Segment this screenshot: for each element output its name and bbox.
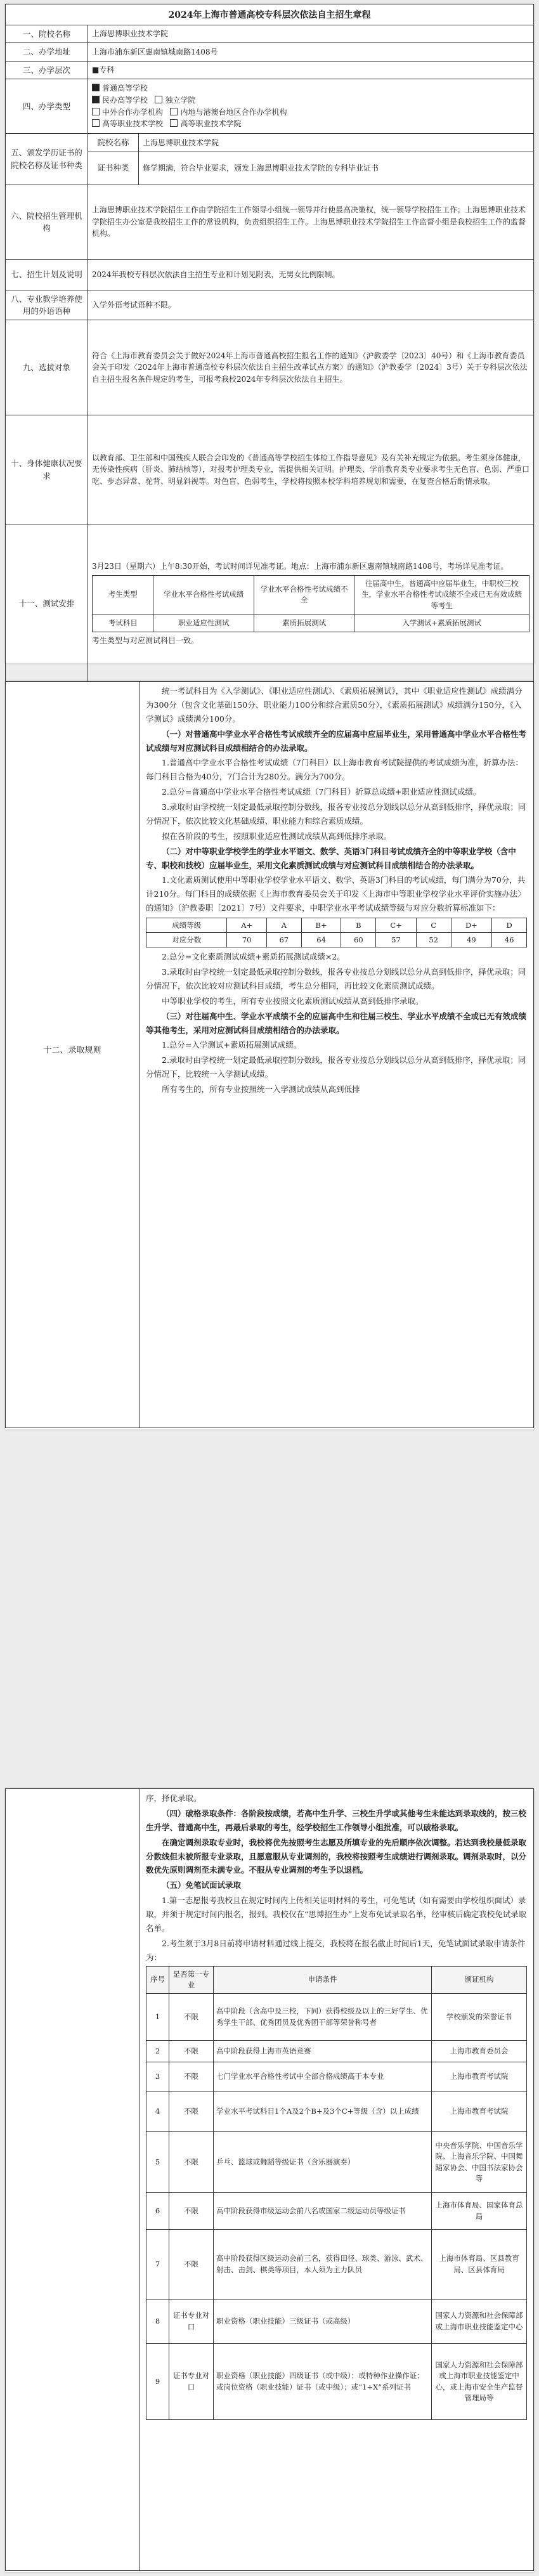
row-label: 十一、测试安排 (6, 524, 88, 683)
table-cell: 学校颁发的荣誉证书 (432, 1994, 527, 2041)
paragraph: 3.录取时由学校统一划定最低录取控制分数线，报各专业按总分划线以总分从高到低排序，择优录取；同分情况下，依次比较对应测试科目成绩，考生总分相同，再比较文化素质测试成绩。 (146, 967, 526, 991)
table-cell: 考试科目 (93, 615, 153, 632)
paragraph: 中等职业学校的考生，所有专业按照文化素质测试成绩从高到低排序录取。 (162, 996, 424, 1006)
paragraph: 在确定调剂录取专业时，我校将优先按照考生志愿及所填专业的先后顺序依次调整。若达到我校最低录取分数线但未被所报专业录取，且愿意服从专业调剂的，我校将按照考生成绩进行调剂录取。调剂录取时，以分数优先原则调剂至未满专业。不服从专业调剂的考生予以退档。 (146, 1837, 527, 1875)
table-cell: 不限 (169, 2132, 214, 2193)
paragraph: 序，择优录取。 (146, 1793, 202, 1803)
checkbox-icon (170, 108, 178, 115)
table-cell: 上海市教育考试院 (432, 2091, 527, 2132)
table-cell: A (266, 918, 301, 933)
table-cell: 中央音乐学院、中国音乐学院、上海音乐学院、中国舞蹈家协会、中国书法家协会等 (432, 2132, 527, 2193)
table-cell: 高中阶段获得市级运动会前八名或国家二级运动员等级证书 (214, 2193, 432, 2230)
paragraph: 1.第一志愿报考我校且在规定时间内上传相关证明材料的考生，可免笔试（如有需要由学校组织面试）录取，并须于规定时间内报名，报到。我校仅在“思博招生办”上发布免试录取名单，经审核后确定我校免试录取名单。 (146, 1896, 527, 1933)
table-cell: 不限 (169, 2193, 214, 2230)
table-cell: 职业资格（职业技能）四级证书（或中级）；或特种作业操作证；或岗位资格（职业技能）证书（或中级）；或“1+X”系列证书 (214, 2344, 432, 2420)
paragraph: 所有考生的，所有专业按照统一入学测试成绩从高到低排 (162, 1084, 360, 1095)
health-text: 以教育部、卫生部和中国残疾人联合会印发的《普通高等学校招生体检工作指导意见》及有关补充规定为依据。考生须身体健康，无传染性疾病（肝炎、肺结核等），对报考护理类专业，需提供相关证明。护理类、学前教育类专业要求考生无色盲、色弱、严重口吃、步态异常、驼背、明显斜视等。对色盲、色弱考生，学校将按照本校学科培养规划和需要，在复查合格后酌情录取。 (88, 415, 534, 524)
table-cell: 49 (451, 933, 492, 947)
table-cell: 对应分数 (146, 933, 227, 947)
level-value: ■专科 (88, 61, 534, 79)
test-arrangement (88, 524, 534, 683)
table-cell: 2 (146, 2041, 169, 2062)
option-label: 普通高等学校 (102, 84, 148, 93)
table-cell: 学业水平合格性考试成绩不全 (254, 575, 354, 615)
section-heading: （一）对普通高中学业水平合格性考试成绩齐全的应届高中应届毕业生，采用普通高中学业水平合格性考试成绩与对应测试科目成绩相结合的办法录取。 (146, 729, 527, 753)
document-page-2 (5, 681, 534, 1429)
table-cell: 67 (266, 933, 301, 947)
table-cell: 国家人力资源和社会保障部或上海市职业技能鉴定中心，或上海市安全生产监督管理局等 (432, 2344, 527, 2420)
checkbox-icon (92, 108, 100, 115)
section-heading: （二）对中等职业学校学生的学业水平语文、数学、英语3门科目考试成绩齐全的中等职业学校（含中专、职校和技校）应届毕业生，采用文化素质测试成绩与对应测试科目成绩相结合的办法录取。 (146, 846, 516, 870)
test-subject-table (92, 575, 529, 632)
paragraph: 2.总分=文化素质测试成绩+素质拓展测试成绩×2。 (162, 952, 345, 962)
plan-text: 2024年我校专科层次依法自主招生专业和计划见附表，无男女比例限制。 (88, 259, 534, 290)
cert-school-value: 上海思博职业技术学院 (139, 134, 534, 152)
paragraph: 1.总分=入学测试+素质拓展测试成绩。 (162, 1040, 302, 1050)
table-cell: 高中阶段获得上海市英语竞赛 (214, 2041, 432, 2062)
table-cell: 9 (146, 2344, 169, 2420)
row-label: 十、身体健康状况要求 (6, 415, 88, 524)
paragraph: 统一考试科目为《入学测试》、《职业适应性测试》、《素质拓展测试》，其中《职业适应性测试》成绩满分为300分（包含文化基础150分、职业能力100分和综合素质50分），《素质拓展测试》成绩满分150分，《入学测试》成绩满分100分。 (146, 686, 523, 724)
language-text: 入学外语考试语种不限。 (88, 290, 534, 320)
row-label: 六、院校招生管理机构 (6, 185, 88, 259)
paragraph: 拟在各阶段的考生，按照职业适应性测试成绩从高到低排序录取。 (162, 831, 392, 841)
section-heading: （三）对往届高中生、学业水平成绩不全的应届高中生和往届三校生、学业水平成绩不全或已无有效成绩等其他考生，采用对应测试科目成绩相结合的办法录取。 (146, 1011, 527, 1035)
table-cell: 64 (301, 933, 341, 947)
table-header-cell: 是否第一专业 (169, 1966, 214, 1994)
cert-school-label: 院校名称 (88, 134, 139, 152)
table-cell: 不限 (169, 2041, 214, 2062)
charter-table (5, 25, 534, 683)
table-cell: 职业资格（职业技能）三级证书（或高级） (214, 2300, 432, 2344)
section-heading: （四）破格录取条件：各阶段按成绩，若高中生升学、三校生升学或其他考生未能达到录取线的，按三校生升学、普通高中生，再最后录取的考生，经学校招生工作领导小组批准，可以破格录取。 (146, 1808, 527, 1832)
table-cell: 成绩等级 (146, 918, 227, 933)
paragraph: 3.录取时由学校统一划定最低录取控制分数线，报各专业按总分划线以总分从高到低排序，择优录取；同分情况下，依次比较文化基础成绩、职业能力和综合素质成绩。 (146, 802, 526, 826)
table-cell: 学业水平合格性考试成绩 (153, 575, 254, 615)
table-cell: 8 (146, 2300, 169, 2344)
paragraph: 2.总分=普通高中学业水平合格性考试成绩（7门科目）折算总成绩+职业适应性测试成绩。 (162, 787, 481, 797)
document-page-1 (5, 4, 534, 663)
table-cell: 国家人力资源和社会保障部或上海市职业技能鉴定中心 (432, 2300, 527, 2344)
paragraph: 1.文化素质测试使用中等职业学校学业水平语文、数学、英语3门科目的考试成绩，每门满分为70分，共计210分。每门科目的成绩依据《上海市教育委员会关于印发〈上海市中等职业学校学业水平评价实施办法〉的通知》（沪教委职〔2021〕7号）文件要求，中职学业水平考试成绩等级与对应分数折算标准如下： (146, 875, 526, 913)
table-cell: 学业水平考试科目1个A及2个B+及3个C+等级（含）以上成绩 (214, 2091, 432, 2132)
admin-org-text: 上海思博职业技术学院招生工作由学院招生工作领导小组统一领导并行使最高决策权，统一领导学校招生工作；上海思博职业技术学院招生办公室是我校招生工作的常设机构，负责组织招生工作。上海思博职业技术学院招生工作监督小组是我校招生工作的监督机构。 (88, 185, 534, 259)
table-cell: 高中阶段获得区级运动会前三名，获得田径、球类、游泳、武术、射击、击剑、棋类等项目，本人须为主力队员 (214, 2230, 432, 2300)
admission-rules-continued (140, 1789, 533, 2423)
row-label: 十二、录取规则 (43, 1046, 101, 1055)
table-cell: 上海市教育考试院 (432, 2062, 527, 2091)
row-label: 七、招生计划及说明 (6, 259, 88, 290)
option-label: 民办高等学校 (102, 96, 148, 105)
checkbox-icon (92, 119, 100, 127)
test-intro: 3月23日（星期六）上午8:30开始，考试时间详见准考证。地点：上海市浦东新区惠南镇城南路1408号，考场详见准考证。 (92, 562, 509, 571)
table-cell: 5 (146, 2132, 169, 2193)
checkbox-icon (170, 119, 178, 127)
document-page-3 (5, 1788, 534, 2572)
table-cell: 60 (341, 933, 376, 947)
table-cell: 1 (146, 1994, 169, 2041)
school-name-value: 上海思博职业技术学院 (88, 25, 534, 43)
table-cell: 高中阶段（含高中及三校，下同）获得校级及以上的三好学生、优秀学生干部、优秀团员及优秀团干部等荣誉称号者 (214, 1994, 432, 2041)
table-cell: B+ (301, 918, 341, 933)
table-cell: 七门学业水平合格性考试中全部合格成绩高于本专业 (214, 2062, 432, 2091)
selection-text: 符合《上海市教育委员会关于做好2024年上海市普通高校招生报名工作的通知》（沪教委学〔2023〕40号）和《上海市教育委员会关于印发〈2024年上海市普通高校专科层次依法自主招生改革试点方案〉的通知》（沪教委学〔2024〕3号）关于专科层次依法自主招生报名条件规定的考生，可报考我校2024年专科层次依法自主招生。 (88, 320, 534, 415)
table-cell: 不限 (169, 2230, 214, 2300)
table-cell: 52 (416, 933, 451, 947)
table-cell: 不限 (169, 1994, 214, 2041)
row-label: 九、选拔对象 (6, 320, 88, 415)
paragraph: 2.录取时由学校统一划定最低录取控制分数线，报各专业按总分划线以总分从高到低排序，择优录取；同分情况下，比较统一入学测试成绩。 (146, 1055, 526, 1079)
test-footer: 考生类型与对应测试科目一致。 (92, 635, 199, 645)
table-cell: 上海市体育局、区县教育局、区县体育局 (432, 2230, 527, 2300)
row-label: 二、办学地址 (6, 43, 88, 61)
table-cell: D+ (451, 918, 492, 933)
table-header-cell: 序号 (146, 1966, 169, 1994)
table-cell: A+ (227, 918, 266, 933)
school-type-options (88, 79, 534, 134)
option-label: 中外合作办学机构 (102, 107, 164, 117)
grade-conversion-table (146, 918, 527, 947)
paragraph: 2.考生须于3月8日前将申请材料通过线上提交，我校将在报名截止时间后1天，免笔试面试录取申请条件为： (146, 1938, 526, 1962)
table-cell: 57 (376, 933, 417, 947)
checkbox-icon (155, 96, 162, 103)
cert-type-value: 修学期满，符合毕业要求，颁发上海思博职业技术学院的专科毕业证书 (139, 152, 534, 185)
row-label: 一、院校名称 (6, 25, 88, 43)
table-cell: C (416, 918, 451, 933)
option-label: 内地与港澳台地区合作办学机构 (180, 107, 287, 117)
table-cell: 7 (146, 2230, 169, 2300)
table-cell: 素质拓展测试 (254, 615, 354, 632)
table-cell: B (341, 918, 376, 933)
row-label: 三、办学层次 (6, 61, 88, 79)
table-cell: 3 (146, 2062, 169, 2091)
table-cell: 46 (492, 933, 527, 947)
cert-type-label: 证书种类 (88, 152, 139, 185)
table-header-cell: 申请条件 (214, 1966, 432, 1994)
table-cell: 证书专业对口 (169, 2300, 214, 2344)
exemption-conditions-table (146, 1966, 527, 2421)
option-label: 高等职业技术学院 (180, 119, 242, 129)
row-label: 四、办学类型 (6, 79, 88, 134)
table-cell: 往届高中生，普通高中应届毕业生，中职校三校生，学业水平合格性考试成绩不全或已无有效成绩等考生 (354, 575, 529, 615)
table-cell: 上海市体育局、国家体育总局 (432, 2193, 527, 2230)
checkbox-checked-icon (92, 96, 100, 103)
table-cell: 入学测试+素质拓展测试 (354, 615, 529, 632)
table-cell: 乒乓、篮球或舞蹈等级证书（含乐器演奏） (214, 2132, 432, 2193)
row-label: 五、颁发学历证书的院校名称及证书种类 (6, 134, 88, 185)
table-cell: 4 (146, 2091, 169, 2132)
checkbox-checked-icon (92, 84, 100, 91)
table-cell: C+ (376, 918, 417, 933)
table-cell: 职业适应性测试 (153, 615, 254, 632)
table-cell: 考生类型 (93, 575, 153, 615)
section-heading: （五）免笔试面试录取 (162, 1880, 242, 1890)
option-label: 独立学院 (165, 96, 196, 105)
table-cell: 不限 (169, 2091, 214, 2132)
row-label: 八、专业教学培养使用的外语语种 (6, 290, 88, 320)
table-cell: 证书专业对口 (169, 2344, 214, 2420)
table-cell: 6 (146, 2193, 169, 2230)
table-cell: 上海市教育委员会 (432, 2041, 527, 2062)
table-cell: 70 (227, 933, 266, 947)
option-label: 高等职业技术学校 (102, 119, 164, 129)
table-cell: 不限 (169, 2062, 214, 2091)
address-value: 上海市浦东新区惠南镇城南路1408号 (88, 43, 534, 61)
table-header-cell: 颁证机构 (432, 1966, 527, 1994)
paragraph: 1.普通高中学业水平合格性考试成绩（7门科目）以上海市教育考试院提供的考试成绩为准，折算办法：每门科目合格为40分，7门合计为280分。满分为700分。 (146, 758, 523, 782)
admission-rules (140, 682, 533, 1100)
document-title: 2024年上海市普通高校专科层次依法自主招生章程 (5, 4, 534, 25)
table-cell: D (492, 918, 527, 933)
